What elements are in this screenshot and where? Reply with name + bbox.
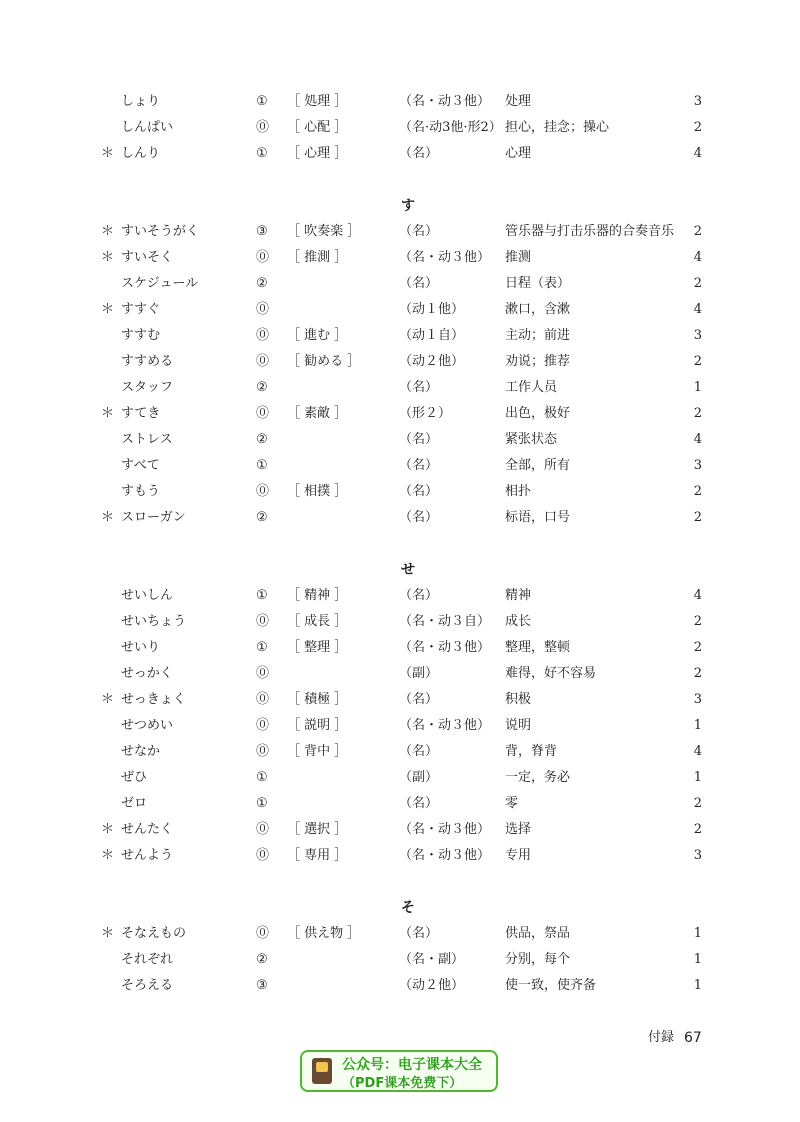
entry-word: せっかく	[121, 666, 173, 681]
entry-pos: （名・动３他）	[399, 822, 491, 837]
vocab-entry	[0, 455, 800, 477]
entry-lesson: 2	[693, 614, 702, 629]
vocab-entry	[0, 299, 800, 321]
entry-pos: （名）	[399, 510, 439, 525]
vocab-entry	[0, 611, 800, 633]
entry-pos: （名・动３他）	[399, 640, 491, 655]
entry-word: すすむ	[121, 328, 161, 343]
entry-meaning: 标语，口号	[505, 510, 571, 525]
entry-accent: ②	[256, 276, 268, 291]
vocab-entry	[0, 351, 800, 373]
entry-lesson: 2	[693, 354, 702, 369]
entry-accent: ②	[256, 380, 268, 395]
watermark-badge	[300, 1050, 498, 1092]
page-number: 67	[684, 1030, 702, 1046]
entry-star: ＊	[101, 926, 115, 941]
vocab-entry	[0, 481, 800, 503]
entry-star: ＊	[101, 510, 115, 525]
entry-lesson: 2	[693, 224, 702, 239]
entry-kanji: ［ 供え物 ］	[287, 926, 361, 941]
entry-pos: （名·动3他·形2）	[399, 120, 502, 135]
entry-kanji: ［ 吹奏楽 ］	[287, 224, 361, 239]
entry-accent: ⓪	[256, 328, 270, 343]
entry-word: せっきょく	[121, 692, 186, 707]
vocab-entry	[0, 273, 800, 295]
vocab-entry	[0, 715, 800, 737]
entry-word: せんたく	[121, 822, 174, 837]
entry-lesson: 3	[693, 94, 702, 109]
entry-accent: ⓪	[256, 718, 270, 733]
entry-meaning: 精神	[505, 588, 532, 603]
entry-star: ＊	[101, 250, 115, 265]
entry-accent: ⓪	[256, 250, 270, 265]
vocab-entry	[0, 247, 800, 269]
entry-word: ぜひ	[121, 770, 148, 785]
entry-lesson: 2	[693, 666, 702, 681]
entry-lesson: 4	[693, 588, 702, 603]
entry-star: ＊	[101, 146, 115, 161]
entry-accent: ⓪	[256, 822, 270, 837]
entry-meaning: 选择	[505, 822, 532, 837]
entry-lesson: 2	[693, 120, 702, 135]
vocab-entry	[0, 221, 800, 243]
vocab-entry	[0, 117, 800, 139]
entry-meaning: 推测	[505, 250, 532, 265]
entry-accent: ①	[256, 770, 268, 785]
entry-lesson: 4	[693, 432, 702, 447]
entry-pos: （副）	[399, 666, 439, 681]
entry-pos: （名）	[399, 380, 439, 395]
entry-meaning: 担心，挂念；操心	[505, 120, 610, 135]
entry-lesson: 1	[693, 926, 702, 941]
entry-pos: （名・动３他）	[399, 94, 491, 109]
entry-pos: （名）	[399, 276, 439, 291]
entry-meaning: 供品，祭品	[505, 926, 571, 941]
entry-meaning: 全部，所有	[505, 458, 571, 473]
entry-lesson: 1	[693, 952, 702, 967]
entry-word: せつめい	[121, 718, 174, 733]
entry-accent: ①	[256, 640, 268, 655]
entry-lesson: 4	[693, 302, 702, 317]
entry-star: ＊	[101, 848, 115, 863]
entry-kanji: ［ 素敵 ］	[287, 406, 348, 421]
entry-pos: （形２）	[399, 406, 452, 421]
entry-accent: ②	[256, 432, 268, 447]
footer-label: 付録	[648, 1030, 675, 1045]
section-heading: せ	[401, 562, 415, 578]
entry-word: せいり	[121, 640, 161, 655]
entry-word: しんり	[121, 146, 161, 161]
entry-accent: ⓪	[256, 484, 270, 499]
entry-accent: ⓪	[256, 926, 270, 941]
vocab-entry	[0, 143, 800, 165]
entry-meaning: 管乐器与打击乐器的合奏音乐	[505, 224, 675, 239]
entry-kanji: ［ 選択 ］	[287, 822, 348, 837]
entry-accent: ①	[256, 94, 268, 109]
entry-accent: ⓪	[256, 302, 270, 317]
entry-meaning: 成长	[505, 614, 532, 629]
vocab-entry	[0, 637, 800, 659]
entry-lesson: 3	[693, 692, 702, 707]
entry-lesson: 4	[693, 744, 702, 759]
vocab-entry	[0, 845, 800, 867]
entry-kanji: ［ 説明 ］	[287, 718, 348, 733]
entry-word: せいちょう	[121, 614, 187, 629]
entry-word: スローガン	[121, 510, 186, 525]
entry-word: スタッフ	[121, 380, 174, 395]
entry-lesson: 2	[693, 406, 702, 421]
entry-lesson: 2	[693, 484, 702, 499]
entry-pos: （名・动３他）	[399, 848, 491, 863]
entry-word: せなか	[121, 744, 161, 759]
vocab-entry	[0, 585, 800, 607]
entry-accent: ①	[256, 796, 268, 811]
entry-pos: （动１他）	[399, 302, 465, 317]
entry-kanji: ［ 積極 ］	[287, 692, 348, 707]
entry-lesson: 4	[693, 250, 702, 265]
entry-accent: ⓪	[256, 354, 270, 369]
entry-accent: ③	[256, 978, 268, 993]
entry-pos: （名・动３他）	[399, 718, 491, 733]
entry-pos: （名）	[399, 744, 439, 759]
entry-accent: ①	[256, 458, 268, 473]
entry-lesson: 2	[693, 276, 702, 291]
entry-meaning: 整理，整顿	[505, 640, 571, 655]
entry-meaning: 相扑	[505, 484, 532, 499]
entry-meaning: 一定，务必	[505, 770, 571, 785]
entry-meaning: 专用	[505, 848, 532, 863]
section-heading: す	[401, 198, 415, 214]
entry-word: すべて	[121, 458, 160, 473]
entry-meaning: 日程（表）	[505, 276, 571, 291]
entry-accent: ②	[256, 510, 268, 525]
entry-word: すすぐ	[121, 302, 161, 317]
entry-lesson: 3	[693, 848, 702, 863]
entry-kanji: ［ 心配 ］	[287, 120, 348, 135]
entry-kanji: ［ 整理 ］	[287, 640, 348, 655]
watermark-line2: （PDF课本免费下）	[342, 1076, 463, 1091]
entry-word: しょり	[121, 94, 161, 109]
entry-word: すすめる	[121, 354, 174, 369]
entry-pos: （副）	[399, 770, 439, 785]
entry-accent: ⓪	[256, 614, 270, 629]
entry-word: すもう	[121, 484, 161, 499]
entry-lesson: 2	[693, 822, 702, 837]
entry-pos: （名）	[399, 224, 439, 239]
entry-pos: （动１自）	[399, 328, 465, 343]
entry-meaning: 背，脊背	[505, 744, 558, 759]
entry-lesson: 2	[693, 510, 702, 525]
entry-lesson: 1	[693, 718, 702, 733]
entry-lesson: 3	[693, 458, 702, 473]
entry-pos: （名）	[399, 458, 439, 473]
entry-lesson: 1	[693, 770, 702, 785]
entry-pos: （名）	[399, 692, 439, 707]
entry-accent: ③	[256, 224, 268, 239]
entry-star: ＊	[101, 302, 115, 317]
entry-meaning: 出色，极好	[505, 406, 571, 421]
entry-meaning: 处理	[505, 94, 532, 109]
vocab-entry	[0, 429, 800, 451]
entry-word: すいそく	[121, 250, 174, 265]
entry-meaning: 主动；前进	[505, 328, 571, 343]
vocab-entry	[0, 91, 800, 113]
entry-word: ゼロ	[121, 796, 148, 811]
entry-accent: ②	[256, 952, 268, 967]
entry-kanji: ［ 相撲 ］	[287, 484, 348, 499]
vocab-entry	[0, 325, 800, 347]
entry-meaning: 零	[505, 796, 519, 811]
entry-pos: （动２他）	[399, 354, 465, 369]
entry-pos: （名）	[399, 432, 439, 447]
vocab-entry	[0, 689, 800, 711]
entry-pos: （名・动３自）	[399, 614, 491, 629]
entry-meaning: 紧张状态	[505, 432, 558, 447]
entry-accent: ①	[256, 146, 268, 161]
entry-word: すいそうがく	[121, 224, 200, 239]
entry-meaning: 漱口，含漱	[505, 302, 571, 317]
vocab-entry	[0, 377, 800, 399]
entry-pos: （名・动３他）	[399, 250, 491, 265]
vocab-entry	[0, 949, 800, 971]
section-heading: そ	[401, 900, 415, 916]
entry-word: しんぱい	[121, 120, 174, 135]
vocab-entry	[0, 923, 800, 945]
entry-kanji: ［ 精神 ］	[287, 588, 348, 603]
entry-meaning: 分别，每个	[505, 952, 571, 967]
page-footer	[0, 1027, 800, 1049]
entry-pos: （名・副）	[399, 952, 465, 967]
entry-word: せいしん	[121, 588, 174, 603]
entry-pos: （动２他）	[399, 978, 465, 993]
entry-meaning: 积极	[505, 692, 532, 707]
entry-kanji: ［ 専用 ］	[287, 848, 348, 863]
entry-pos: （名）	[399, 146, 439, 161]
entry-kanji: ［ 勧める ］	[287, 354, 361, 369]
entry-meaning: 劝说；推荐	[505, 354, 571, 369]
vocab-entry	[0, 767, 800, 789]
entry-lesson: 1	[693, 380, 702, 395]
entry-meaning: 工作人员	[505, 380, 558, 395]
entry-meaning: 难得，好不容易	[505, 666, 597, 681]
entry-lesson: 2	[693, 640, 702, 655]
entry-word: そろえる	[121, 978, 174, 993]
entry-meaning: 说明	[505, 718, 532, 733]
entry-star: ＊	[101, 692, 115, 707]
entry-word: そなえもの	[121, 926, 187, 941]
entry-kanji: ［ 推測 ］	[287, 250, 348, 265]
entry-lesson: 4	[693, 146, 702, 161]
entry-word: すてき	[121, 406, 161, 421]
entry-word: それぞれ	[121, 952, 174, 967]
entry-pos: （名）	[399, 484, 439, 499]
book-icon	[312, 1058, 332, 1084]
entry-accent: ⓪	[256, 848, 270, 863]
entry-meaning: 使一致，使齐备	[505, 978, 597, 993]
vocab-entry	[0, 403, 800, 425]
entry-pos: （名）	[399, 796, 439, 811]
entry-kanji: ［ 処理 ］	[287, 94, 348, 109]
vocab-entry	[0, 507, 800, 529]
entry-lesson: 2	[693, 796, 702, 811]
entry-word: スケジュール	[121, 276, 199, 291]
entry-lesson: 1	[693, 978, 702, 993]
entry-word: ストレス	[121, 432, 173, 447]
entry-accent: ⓪	[256, 744, 270, 759]
entry-pos: （名）	[399, 926, 439, 941]
entry-kanji: ［ 背中 ］	[287, 744, 348, 759]
watermark-line1: 公众号：电子课本大全	[342, 1057, 482, 1073]
entry-accent: ①	[256, 588, 268, 603]
entry-accent: ⓪	[256, 406, 270, 421]
vocab-entry	[0, 741, 800, 763]
entry-kanji: ［ 心理 ］	[287, 146, 348, 161]
entry-accent: ⓪	[256, 692, 270, 707]
entry-star: ＊	[101, 822, 115, 837]
vocab-entry	[0, 663, 800, 685]
entry-star: ＊	[101, 224, 115, 239]
entry-pos: （名）	[399, 588, 439, 603]
entry-accent: ⓪	[256, 120, 270, 135]
entry-meaning: 心理	[505, 146, 532, 161]
vocab-entry	[0, 975, 800, 997]
entry-star: ＊	[101, 406, 115, 421]
entry-kanji: ［ 進む ］	[287, 328, 348, 343]
vocab-entry	[0, 793, 800, 815]
entry-kanji: ［ 成長 ］	[287, 614, 348, 629]
vocab-entry	[0, 819, 800, 841]
entry-lesson: 3	[693, 328, 702, 343]
entry-accent: ⓪	[256, 666, 270, 681]
entry-word: せんよう	[121, 848, 174, 863]
